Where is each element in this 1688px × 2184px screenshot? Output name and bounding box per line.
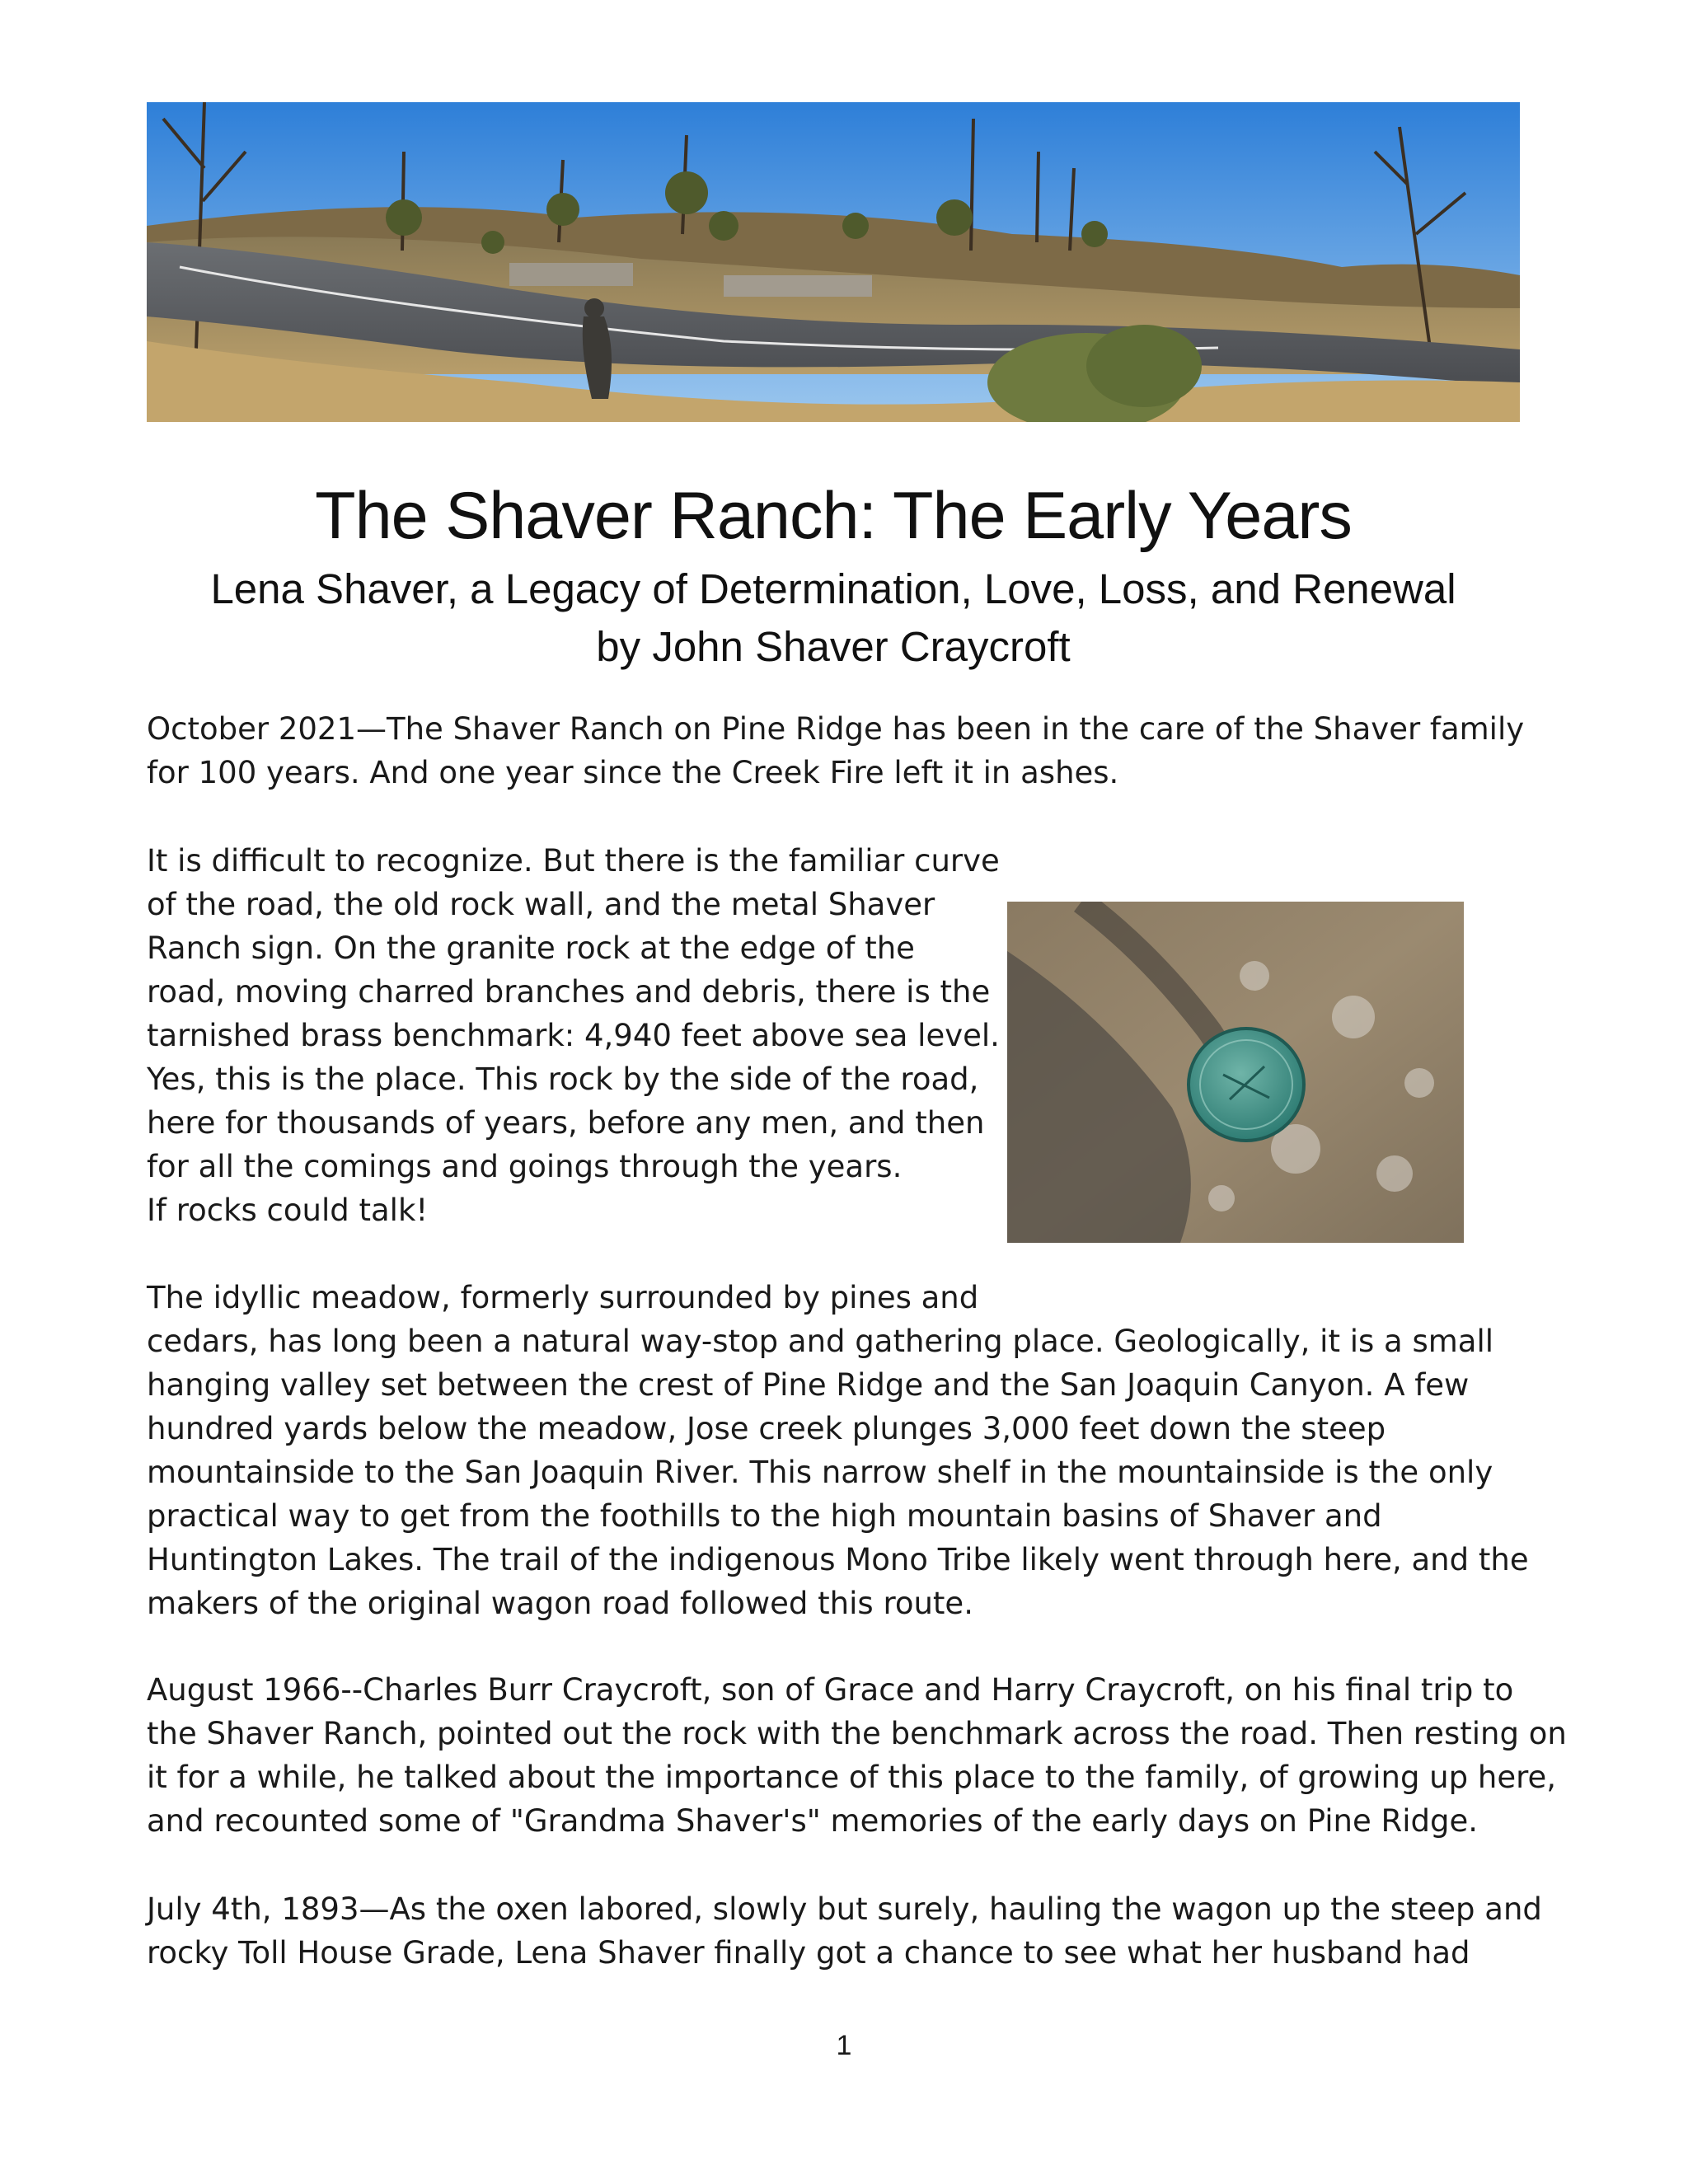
text-line: Yes, this is the place. This rock by the side of the road, — [147, 1062, 979, 1097]
text-line: August 1966--Charles Burr Craycroft, son of Grace and Harry Craycroft, on his final trip to — [147, 1672, 1514, 1708]
text-line: and recounted some of "Grandma Shaver's" memories of the early days on Pine Ridge. — [147, 1803, 1478, 1839]
text-line: If rocks could talk! — [147, 1193, 429, 1228]
text-line: hanging valley set between the crest of Pine Ridge and the San Joaquin Canyon. A few — [147, 1367, 1470, 1403]
text-line: hundred yards below the meadow, Jose creek plunges 3,000 feet down the steep — [147, 1411, 1386, 1446]
author-byline: by John Shaver Craycroft — [596, 623, 1071, 670]
text-line: October 2021—The Shaver Ranch on Pine Ridge has been in the care of the Shaver family — [147, 711, 1525, 747]
text-line: road, moving charred branches and debris, there is the — [147, 974, 991, 1010]
paragraph-4 — [147, 1668, 1567, 1843]
text-line: cedars, has long been a natural way-stop and gathering place. Geologically, it is a small — [147, 1324, 1494, 1359]
page-subtitle: Lena Shaver, a Legacy of Determination, Love, Loss, and Renewal — [210, 565, 1456, 612]
text-line: practical way to get from the foothills to the high mountain basins of Shaver and — [147, 1498, 1382, 1534]
text-line: It is difficult to recognize. But there is the familiar curve — [147, 843, 1000, 879]
text-line: makers of the original wagon road followed this route. — [147, 1586, 973, 1621]
paragraph-3 — [147, 1276, 1529, 1625]
paragraph-5 — [147, 1887, 1542, 1975]
text-line: it for a while, he talked about the importance of this place to the family, of growing up here, — [147, 1760, 1557, 1795]
text-line: The idyllic meadow, formerly surrounded by pines and — [147, 1280, 979, 1315]
text-line: tarnished brass benchmark: 4,940 feet above sea level. — [147, 1018, 1000, 1053]
text-line: for 100 years. And one year since the Creek Fire left it in ashes. — [147, 755, 1119, 790]
text-line: Huntington Lakes. The trail of the indigenous Mono Tribe likely went through here, and the — [147, 1542, 1529, 1577]
paragraph-1 — [147, 707, 1525, 794]
text-line: for all the comings and goings through the years. — [147, 1149, 903, 1184]
text-line: Ranch sign. On the granite rock at the edge of the — [147, 930, 915, 966]
text-line: July 4th, 1893—As the oxen labored, slowly but surely, hauling the wagon up the steep and — [147, 1891, 1542, 1927]
benchmark-photo — [1007, 902, 1464, 1243]
text-line: the Shaver Ranch, pointed out the rock with the benchmark across the road. Then resting on — [147, 1716, 1567, 1751]
page-title: The Shaver Ranch: The Early Years — [315, 479, 1352, 553]
text-line: of the road, the old rock wall, and the metal Shaver — [147, 887, 935, 922]
text-line: here for thousands of years, before any men, and then — [147, 1105, 985, 1141]
page-number: 1 — [836, 2030, 852, 2061]
text-line: rocky Toll House Grade, Lena Shaver finally got a chance to see what her husband had — [147, 1935, 1470, 1971]
banner-photo — [147, 102, 1520, 422]
text-line: mountainside to the San Joaquin River. This narrow shelf in the mountainside is the only — [147, 1455, 1493, 1490]
